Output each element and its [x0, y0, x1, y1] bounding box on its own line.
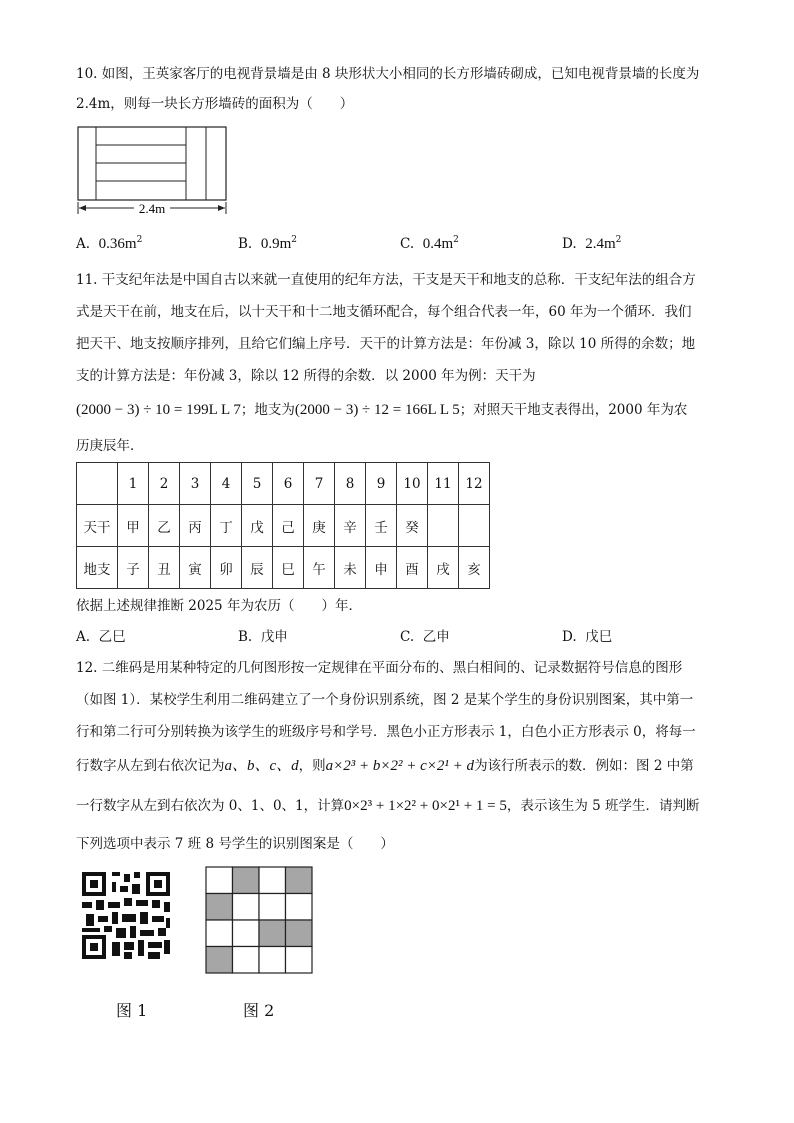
option-value: 0.9m	[260, 236, 292, 252]
table-cell: 5	[242, 463, 273, 505]
q11-line-2: 式是天干在前，地支在后，以十天干和十二地支循环配合，每个组合代表一年，60 年为一个循环．我们	[76, 304, 692, 320]
q11-formula-dizhi: (2000 − 3) ÷ 12 = 166L L 5	[294, 402, 460, 418]
id-pattern-grid	[205, 866, 313, 974]
q12-line-4	[76, 756, 694, 776]
table-cell: 巳	[273, 547, 304, 589]
table-cell: 辛	[335, 505, 366, 547]
option-value: 戊申	[260, 629, 288, 645]
table-cell: 12	[459, 463, 490, 505]
table-row-tiangan	[77, 505, 490, 547]
q12-line-4-text-b: ，则	[298, 758, 326, 774]
grid-cell	[286, 947, 313, 974]
q12-variables: a、b、c、d	[224, 758, 299, 774]
table-cell: 子	[118, 547, 149, 589]
q11-formula-tiangan: (2000 − 3) ÷ 10 = 199L L 7	[76, 402, 241, 418]
option-value: 乙申	[422, 629, 450, 645]
q11-question: 依据上述规律推断 2025 年为农历（ ）年．	[76, 598, 362, 614]
q11-option-a[interactable]	[76, 627, 126, 647]
qr-code-image	[82, 872, 172, 960]
table-cell: 亥	[459, 547, 490, 589]
table-cell: 午	[304, 547, 335, 589]
table-cell: 7	[304, 463, 335, 505]
ganzhi-table	[76, 462, 490, 589]
q11-line-6: 历庚辰年．	[76, 438, 144, 454]
grid-cell	[286, 920, 313, 947]
table-cell: 2	[149, 463, 180, 505]
q12-line-1: 12. 二维码是用某种特定的几何图形按一定规律在平面分布的、黑白相间的、记录数据符号信息的图形	[76, 660, 683, 676]
figure-2-caption: 图 2	[243, 1001, 275, 1020]
table-cell: 甲	[118, 505, 149, 547]
option-letter: C.	[400, 236, 415, 252]
option-letter: D.	[562, 236, 577, 252]
q10-line-2: 2.4m，则每一块长方形墙砖的面积为（ ）	[76, 96, 354, 112]
grid-cell	[259, 894, 286, 921]
q10-line-1: 10. 如图，王英家客厅的电视背景墙是由 8 块形状大小相同的长方形墙砖砌成，已知电视背景墙的长度为	[76, 66, 700, 82]
q11-tail-text: ；对照天干地支表得出，2000 年为农	[459, 402, 688, 418]
option-letter: B.	[238, 629, 253, 645]
option-exponent: 2	[291, 235, 297, 245]
grid-cell	[233, 867, 260, 894]
q11-line-1: 11. 干支纪年法是中国自古以来就一直使用的纪年方法，干支是天干和地支的总称．干支纪年法的组合方	[76, 272, 696, 288]
table-cell	[459, 505, 490, 547]
option-exponent: 2	[136, 235, 143, 245]
q12-line-5-text-a: 一行数字从左到右依次为 0、1、0、1，计算	[76, 798, 345, 814]
option-letter: A.	[76, 629, 91, 645]
figure-1-caption: 图 1	[116, 1001, 148, 1020]
q12-line-4-text-c: 为该行所表示的数．例如：图 2 中第	[474, 758, 694, 774]
table-cell: 壬	[366, 505, 397, 547]
q12-example-expression: 0×2³ + 1×2² + 0×2¹ + 1 = 5	[344, 798, 507, 814]
table-cell: 寅	[180, 547, 211, 589]
table-cell: 乙	[149, 505, 180, 547]
q12-line-6: 下列选项中表示 7 班 8 号学生的识别图案是（ ）	[76, 836, 394, 852]
table-cell: 庚	[304, 505, 335, 547]
table-cell: 癸	[397, 505, 428, 547]
table-cell: 丑	[149, 547, 180, 589]
q12-line-3: 行和第二行可分别转换为该学生的班级序号和学号．黑色小正方形表示 1，白色小正方形表示 0，将每一	[76, 724, 696, 740]
table-cell: 辰	[242, 547, 273, 589]
table-cell: 己	[273, 505, 304, 547]
grid-cell	[206, 947, 233, 974]
grid-cell	[259, 867, 286, 894]
table-row-dizhi	[77, 547, 490, 589]
q11-line-4: 支的计算方法是：年份减 3，除以 12 所得的余数．以 2000 年为例：天干为	[76, 368, 536, 384]
table-cell: 9	[366, 463, 397, 505]
option-value: 戊巳	[585, 629, 613, 645]
grid-cell	[206, 867, 233, 894]
q10-wall-figure	[74, 124, 234, 220]
table-cell: 丁	[211, 505, 242, 547]
option-value: 0.4m	[422, 236, 454, 252]
q11-option-c[interactable]	[400, 627, 450, 647]
q12-line-5	[76, 796, 700, 816]
grid-cell	[259, 947, 286, 974]
option-value: 0.36m	[98, 236, 137, 252]
q11-option-b[interactable]	[238, 627, 288, 647]
table-cell: 卯	[211, 547, 242, 589]
grid-cell	[206, 894, 233, 921]
q10-option-d[interactable]	[562, 234, 621, 254]
q10-length-label: 2.4m	[138, 201, 166, 216]
table-cell	[428, 505, 459, 547]
grid-cell	[206, 920, 233, 947]
grid-cell	[233, 920, 260, 947]
q12-line-5-text-b: ，表示该生为 5 班学生．请判断	[506, 798, 700, 814]
table-cell: 8	[335, 463, 366, 505]
q12-line-2: （如图 1）．某校学生利用二维码建立了一个身份识别系统，图 2 是某个学生的身份识别图案，其中第一	[76, 692, 694, 708]
q12-expression: a×2³ + b×2² + c×2¹ + d	[325, 758, 475, 774]
table-cell: 未	[335, 547, 366, 589]
q11-option-d[interactable]	[562, 627, 612, 647]
grid-cell	[233, 947, 260, 974]
table-cell: 酉	[397, 547, 428, 589]
table-cell: 11	[428, 463, 459, 505]
table-cell: 戌	[428, 547, 459, 589]
table-cell: 戊	[242, 505, 273, 547]
q10-option-a[interactable]	[76, 234, 142, 254]
table-cell: 1	[118, 463, 149, 505]
table-cell: 申	[366, 547, 397, 589]
table-cell: 4	[211, 463, 242, 505]
option-letter: A.	[76, 236, 91, 252]
option-value: 2.4m	[585, 236, 616, 252]
table-cell: 3	[180, 463, 211, 505]
option-value: 乙巳	[98, 629, 126, 645]
grid-cell	[286, 894, 313, 921]
grid-cell	[286, 867, 313, 894]
q10-option-b[interactable]	[238, 234, 297, 254]
table-cell: 10	[397, 463, 428, 505]
q11-line-5	[76, 400, 687, 420]
option-exponent: 2	[453, 235, 459, 245]
table-cell	[77, 463, 118, 505]
q12-line-4-text-a: 行数字从左到右依次记为	[76, 758, 225, 774]
row-header: 地支	[77, 547, 118, 589]
table-cell: 6	[273, 463, 304, 505]
option-exponent: 2	[615, 235, 622, 245]
table-row-numbers	[77, 463, 490, 505]
option-letter: C.	[400, 629, 415, 645]
q10-option-c[interactable]	[400, 234, 459, 254]
option-letter: D.	[562, 629, 577, 645]
table-cell: 丙	[180, 505, 211, 547]
grid-cell	[233, 894, 260, 921]
row-header: 天干	[77, 505, 118, 547]
option-letter: B.	[238, 236, 253, 252]
q11-line-3: 把天干、地支按顺序排列，且给它们编上序号．天干的计算方法是：年份减 3，除以 10 所得的余数；地	[76, 336, 696, 352]
grid-cell	[259, 920, 286, 947]
q11-mid-text: ；地支为	[240, 402, 295, 418]
